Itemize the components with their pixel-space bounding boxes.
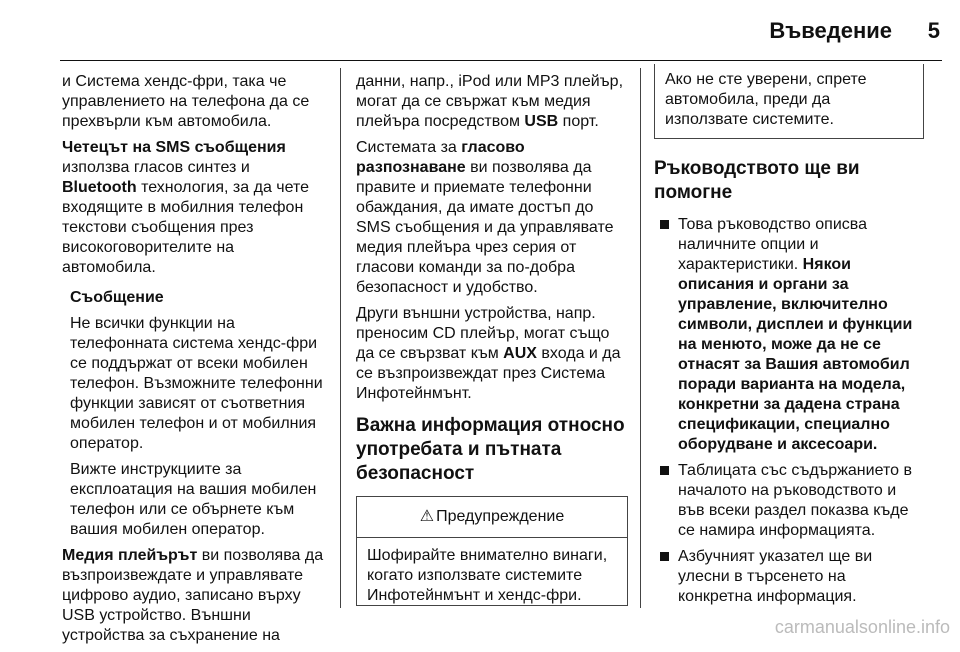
page-number: 5 [927, 18, 940, 43]
bullet-item: Азбучният указател ще ви улесни в търсенето на конкретна информация. [654, 547, 924, 607]
column-divider-1 [340, 68, 341, 608]
notice-heading: Съобщение [70, 289, 164, 306]
column-2 [356, 72, 628, 606]
warning-box [356, 496, 628, 606]
media-cont-text-2: порт. [558, 113, 599, 130]
chapter-title: Въведение [769, 18, 892, 43]
intro-paragraph: и Система хендс-фри, така че управлението на телефона да се прехвърли към автомобила. [62, 73, 310, 130]
bullet-1-bold: Някои описания и органи за управление, включително символи, дисплеи и функции на менюто, може да не се отнасят за Вашия автомобил поради варианта на модела, конкретни за дадена страна спецификации, специално оборудване и аксесоари. [678, 256, 913, 453]
bullet-1-text: Това ръководство описва наличните опции и характеристики. [678, 216, 867, 273]
aux-text-2: входа и да се възпроизвеждат през Система Инфотейнмънт. [356, 345, 621, 402]
safety-section-heading: Важна информация относно употребата и пътната безопасност [356, 415, 625, 484]
header-divider [60, 60, 942, 61]
watermark: carmanualsonline.info [774, 617, 950, 637]
voice-text-2: ви позволява да правите и приемате телефонни обаждания, да имате достъп до SMS съобщения и да управлявате медия плейъра чрез серия от гласови команди за по-добра безопасност и удобство. [356, 159, 614, 296]
column-divider-2 [640, 68, 641, 608]
usb-term: USB [524, 113, 559, 130]
bullet-item [654, 215, 924, 455]
media-continued-paragraph [356, 72, 628, 132]
voice-term: гласово разпознаване [356, 139, 525, 176]
media-paragraph [62, 546, 328, 646]
warning-title: Предупреждение [436, 508, 565, 525]
bluetooth-term: Bluetooth [62, 179, 137, 196]
manual-help-heading: Ръководството ще ви помогне [654, 158, 860, 203]
warning-triangle-icon: ⚠ [419, 508, 435, 525]
aux-term: AUX [503, 345, 537, 362]
notice-block [62, 288, 328, 540]
media-term: Медия плейърът [62, 547, 198, 564]
warning-header [357, 497, 627, 538]
media-cont-text-1: данни, напр., iPod или MP3 плейър, могат да се свържат към медия плейъра посредством [356, 73, 624, 130]
sms-paragraph [62, 138, 328, 278]
bullet-item: Таблицата със съдържанието в началото на ръководството и във всеки раздел показва къде се намира информацията. [654, 461, 924, 541]
notice-body-2: Вижте инструкциите за експлоатация на вашия мобилен телефон или се обърнете към вашия мобилен оператор. [70, 461, 317, 538]
media-text: ви позволява да възпроизвеждате и управлявате цифрово аудио, записано върху USB устройство. Външни устройства за съхранение на [62, 547, 324, 644]
column-1 [62, 72, 328, 652]
voice-paragraph [356, 138, 628, 298]
warning-body: Шофирайте внимателно винаги, когато използвате системите Инфотейнмънт и хендс-фри. [367, 547, 608, 604]
page-header [0, 0, 960, 60]
notice-body: Не всички функции на телефонната система хендс-фри се поддържат от всеки мобилен телефон. Възможните телефонни функции зависят от съответния мобилен телефон и от мобилния оператор. [70, 315, 323, 452]
sms-term: Четецът на SMS съобщения [62, 139, 286, 156]
sms-text-1: използва гласов синтез и [62, 159, 250, 176]
aux-paragraph [356, 304, 628, 404]
column-3 [654, 68, 924, 613]
sms-text-2: технология, за да чете входящите в мобилния телефон текстови съобщения през високоговорителите на автомобила. [62, 179, 310, 276]
aux-text-1: Други външни устройства, напр. преносим CD плейър, могат също да се свързват към [356, 305, 610, 362]
voice-text-1: Системата за [356, 139, 462, 156]
warning-box-continued: Ако не сте уверени, спрете автомобила, преди да използвате системите. [654, 64, 924, 139]
